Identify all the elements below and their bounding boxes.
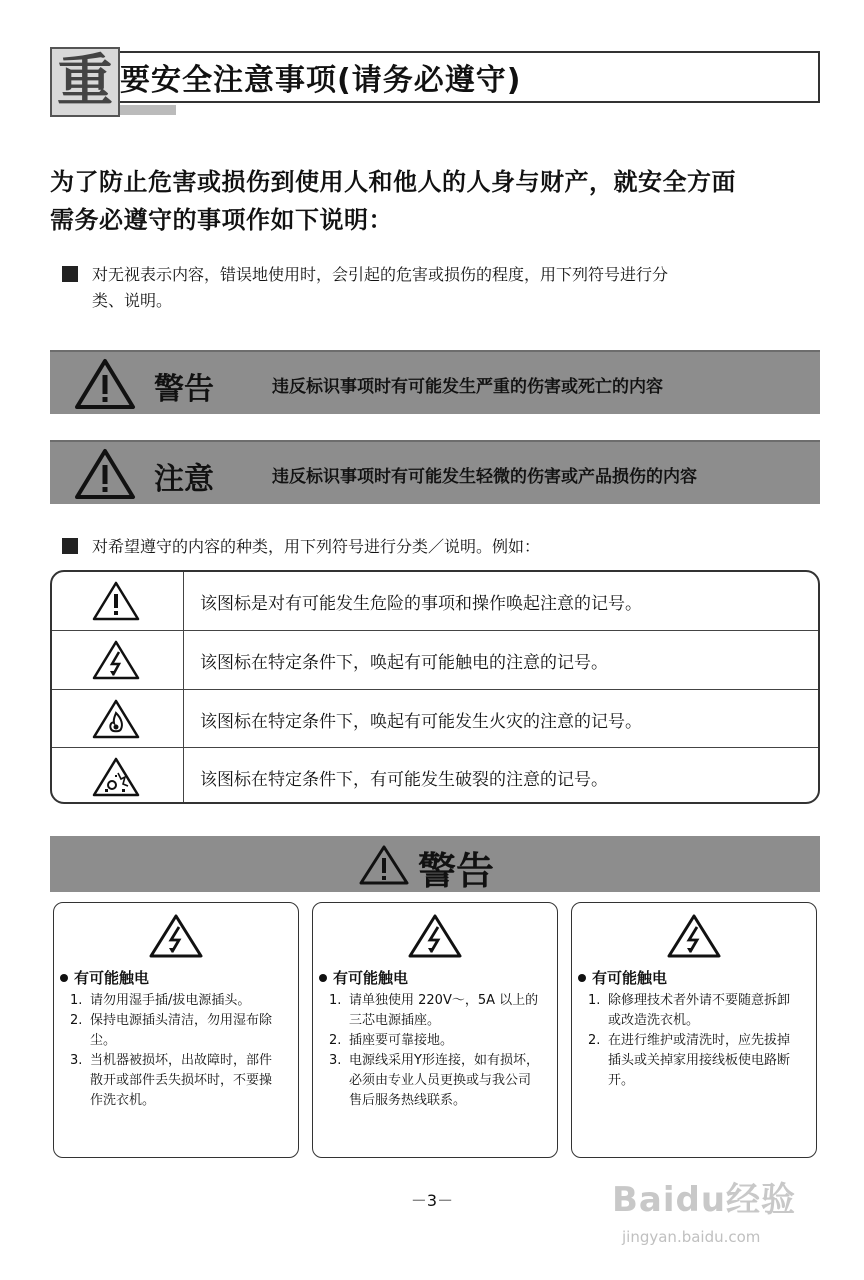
intro-line-1: 为了防止危害或损伤到使用人和他人的人身与财产，就安全方面 xyxy=(50,168,736,196)
big-warning-band xyxy=(50,836,820,892)
card-heading: 有可能触电 xyxy=(578,967,667,988)
shock-icon xyxy=(92,640,140,680)
page-number: －3－ xyxy=(410,1191,454,1210)
hazard-level-paragraph xyxy=(62,262,822,314)
page-title-block xyxy=(50,47,820,122)
card-list xyxy=(321,991,543,1111)
card-list xyxy=(580,991,802,1091)
symbol-row xyxy=(52,630,818,689)
shock-icon xyxy=(407,913,463,959)
symbol-desc: 该图标在特定条件下，有可能发生破裂的注意的记号。 xyxy=(200,770,608,790)
caution-band-title: 注意 xyxy=(154,462,214,497)
watermark-url: jingyan.baidu.com xyxy=(622,1228,761,1246)
square-bullet-icon xyxy=(62,266,78,282)
symbol-types-paragraph xyxy=(62,534,822,560)
symbol-row xyxy=(52,572,818,630)
symbol-desc: 该图标是对有可能发生危险的事项和操作唤起注意的记号。 xyxy=(200,594,642,614)
warning-band-desc: 违反标识事项时有可能发生严重的伤害或死亡的内容 xyxy=(272,377,663,397)
bullet-dot-icon xyxy=(319,974,327,982)
symbol-row xyxy=(52,747,818,804)
watermark-logo: Baidu经验 xyxy=(612,1180,797,1220)
list-item: 1. 请勿用湿手插/拔电源插头。 xyxy=(70,993,251,1008)
symbol-table xyxy=(50,570,820,804)
square-bullet-icon xyxy=(62,538,78,554)
symbol-desc: 该图标在特定条件下，唤起有可能发生火灾的注意的记号。 xyxy=(200,712,642,732)
warning-band xyxy=(50,350,820,414)
card-list xyxy=(62,991,284,1111)
para1-line-1: 对无视表示内容，错误地使用时，会引起的危害或损伤的程度，用下列符号进行分 xyxy=(92,265,669,284)
caution-band-desc: 违反标识事项时有可能发生轻微的伤害或产品损伤的内容 xyxy=(272,467,697,487)
bullet-dot-icon xyxy=(60,974,68,982)
list-item: 1. 请单独使用 220V～，5A 以上的三芯电源插座。 xyxy=(329,993,539,1028)
list-item: 2. 插座要可靠接地。 xyxy=(329,1033,454,1048)
bullet-dot-icon xyxy=(578,974,586,982)
page-title: 要安全注意事项(请务必遵守) xyxy=(120,63,522,98)
warning-card xyxy=(571,902,817,1158)
list-item: 3. 当机器被损坏，出故障时，部件散开或部件丢失损坏时，不要操作洗衣机。 xyxy=(70,1053,273,1108)
shock-icon xyxy=(666,913,722,959)
warning-card xyxy=(312,902,558,1158)
intro-text xyxy=(50,163,830,239)
warning-triangle-icon xyxy=(74,358,136,410)
symbol-row xyxy=(52,689,818,748)
warning-triangle-icon xyxy=(358,844,410,886)
caution-triangle-icon xyxy=(74,448,136,500)
card-heading: 有可能触电 xyxy=(319,967,408,988)
fire-icon xyxy=(92,699,140,739)
list-item: 3. 电源线采用Y形连接，如有损坏，必须由专业人员更换或与我公司售后服务热线联系。 xyxy=(329,1053,539,1108)
list-item: 2. 在进行维护或清洗时，应先拔掉插头或关掉家用接线板使电路断开。 xyxy=(588,1033,791,1088)
para1-line-2: 类、说明。 xyxy=(92,291,173,310)
shock-icon xyxy=(148,913,204,959)
warning-band-title: 警告 xyxy=(154,372,214,407)
title-big-char: 重 xyxy=(50,47,120,117)
list-item: 1. 除修理技术者外请不要随意拆卸或改造洗衣机。 xyxy=(588,993,791,1028)
exclamation-icon xyxy=(92,581,140,621)
caution-band xyxy=(50,440,820,504)
rupture-icon xyxy=(92,757,140,797)
symbol-desc: 该图标在特定条件下，唤起有可能触电的注意的记号。 xyxy=(200,653,608,673)
warning-card xyxy=(53,902,299,1158)
big-warning-title: 警告 xyxy=(418,849,495,893)
para2-text: 对希望遵守的内容的种类，用下列符号进行分类／说明。例如： xyxy=(92,537,541,556)
list-item: 2. 保持电源插头清洁，勿用湿布除尘。 xyxy=(70,1013,273,1048)
intro-line-2: 需务必遵守的事项作如下说明： xyxy=(50,206,393,234)
title-shadow xyxy=(116,105,176,115)
baidu-watermark xyxy=(612,1150,812,1260)
card-heading: 有可能触电 xyxy=(60,967,149,988)
